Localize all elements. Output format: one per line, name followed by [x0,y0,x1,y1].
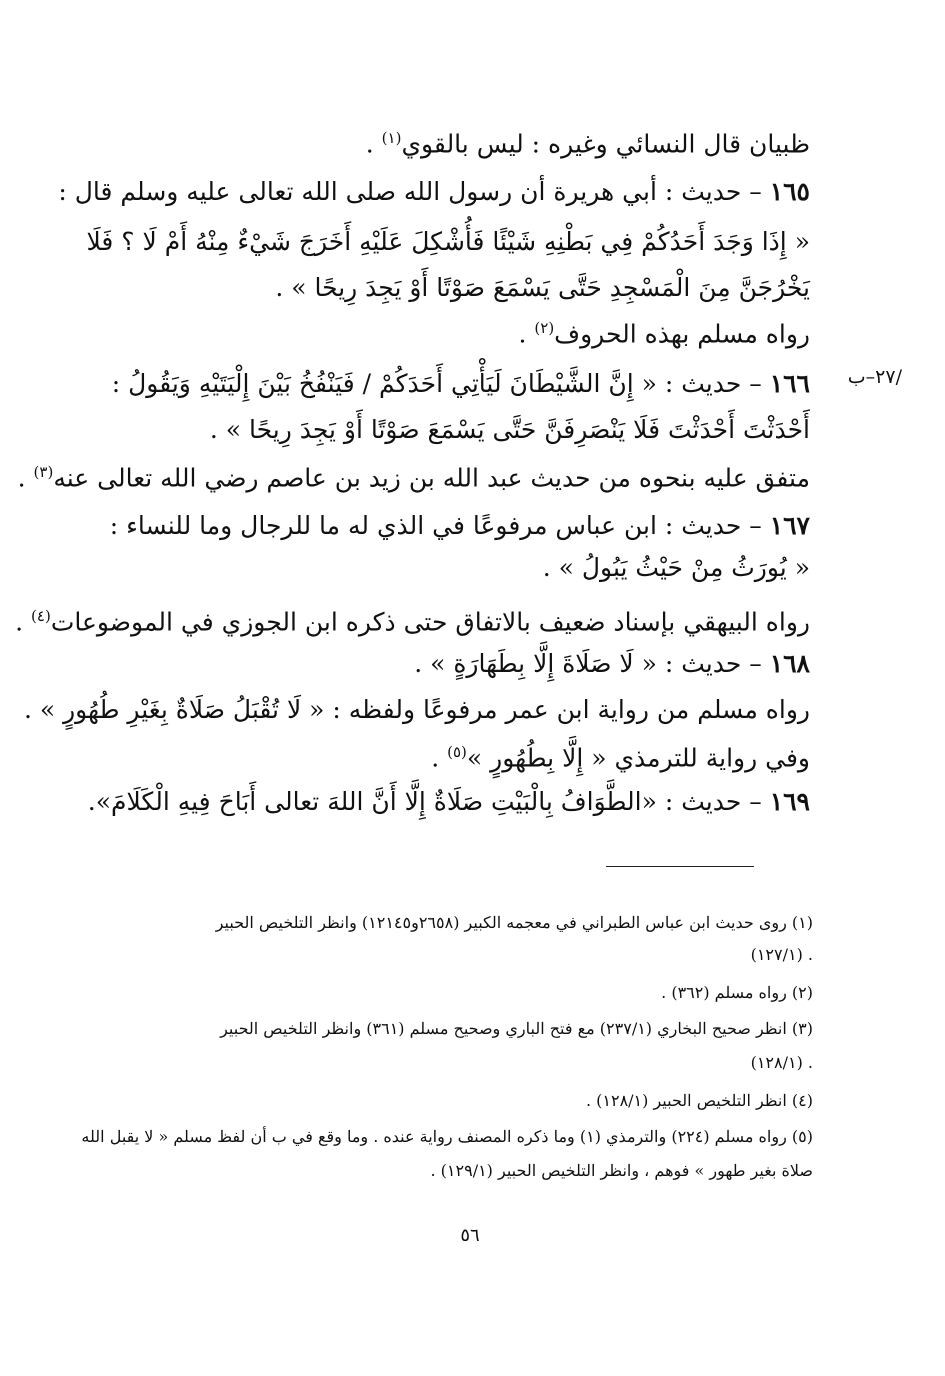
hadith-166-heading: ١٦٦ – حديث : « إِنَّ الشَّيْطَانَ لَيَأْتِي أَحَدَكُمْ / فَيَنْفُخُ بَيْنَ إِلْيَتَيْهِ وَيَقُولُ : [111,369,810,398]
hadith-number: ١٦٦ [769,369,810,398]
hadith-number: ١٦٥ [769,177,810,206]
footnote-line: (١) روى حديث ابن عباس الطبراني في معجمه الكبير (٢٦٥٨و١٢١٤٥) وانظر التلخيص الحبير [215,913,813,932]
footnote-line: (٢) رواه مسلم (٣٦٢) . [661,983,813,1002]
hadith-169-heading: ١٦٩ – حديث : «الطَّوَافُ بِالْبَيْتِ صَلَاةٌ إِلَّا أَنَّ اللهَ تعالى أَبَاحَ فِيهِ الْكَلَامَ». [87,787,810,816]
page-number: ٥٦ [460,1225,480,1246]
hadith-165-heading: ١٦٥ – حديث : أبي هريرة أن رسول الله صلى الله تعالى عليه وسلم قال : [58,177,810,206]
hadith-number: ١٦٧ [769,511,810,540]
footnote-line: صلاة بغير طهور » فوهم ، وانظر التلخيص الحبير (١٢٩/١) . [430,1161,813,1180]
hadith-number: ١٦٨ [769,649,810,678]
margin-note: /٢٧–ب [847,366,902,388]
text-line-4: يَخْرُجَنَّ مِنَ الْمَسْجِدِ حَتَّى يَسْمَعَ صَوْتًا أَوْ يَجِدَ رِيحًا » . [275,273,810,302]
footnote-line: (٥) رواه مسلم (٢٢٤) والترمذي (١) وما ذكره المصنف رواية عنده . وما وقع في ب أن لفظ مسلم « لا يقبل الله [81,1127,813,1146]
text-line-13: رواه مسلم من رواية ابن عمر مرفوعًا ولفظه : « لَا تُقْبَلُ صَلَاةٌ بِغَيْرِ طُهُورٍ » . [23,695,810,724]
text-line-1: ظبيان قال النسائي وغيره : ليس بالقوي$^{(١)}$ . [365,129,810,159]
text-line-10: « يُورَثُ مِنْ حَيْثُ يَبُولُ » . [542,553,810,582]
footnote-separator [606,866,754,867]
footnote-line: . (١٢٨/١) [750,1053,813,1072]
footnote-line: (٤) انظر التلخيص الحبير (١٢٨/١) . [585,1091,813,1110]
text-line-3: « إِذَا وَجَدَ أَحَدُكُمْ فِي بَطْنِهِ شَيْئًا فَأُشْكِلَ عَلَيْهِ أَخَرَجَ شَيْءٌ مِنْهُ أَمْ لَا ؟ فَلَا [86,227,810,256]
hadith-168-heading: ١٦٨ – حديث : « لَا صَلَاةَ إِلَّا بِطَهَارَةٍ » . [414,649,810,678]
text-line-7: أَحْدَثْتَ أَحْدَثْتَ فَلَا يَنْصَرِفَنَّ حَتَّى يَسْمَعَ صَوْتًا أَوْ يَجِدَ رِيحًا » . [209,415,810,444]
text-line-11: رواه البيهقي بإسناد ضعيف بالاتفاق حتى ذكره ابن الجوزي في الموضوعات$^{(٤)}$ . [15,607,810,637]
text-line-14: وفي رواية للترمذي « إِلَّا بِطُهُورٍ »$^{(٥)}$ . [431,743,810,773]
text-line-8: متفق عليه بنحوه من حديث عبد الله بن زيد بن عاصم رضي الله تعالى عنه$^{(٣)}$ . [17,463,810,493]
footnote-line: (٣) انظر صحيح البخاري (٢٣٧/١) مع فتح الباري وصحيح مسلم (٣٦١) وانظر التلخيص الحبير [220,1019,813,1038]
hadith-number: ١٦٩ [769,787,810,816]
hadith-167-heading: ١٦٧ – حديث : ابن عباس مرفوعًا في الذي له ما للرجال وما للنساء : [109,511,810,540]
text-line-5: رواه مسلم بهذه الحروف$^{(٢)}$ . [518,319,810,349]
footnote-line: . (١٢٧/١) [750,945,813,964]
